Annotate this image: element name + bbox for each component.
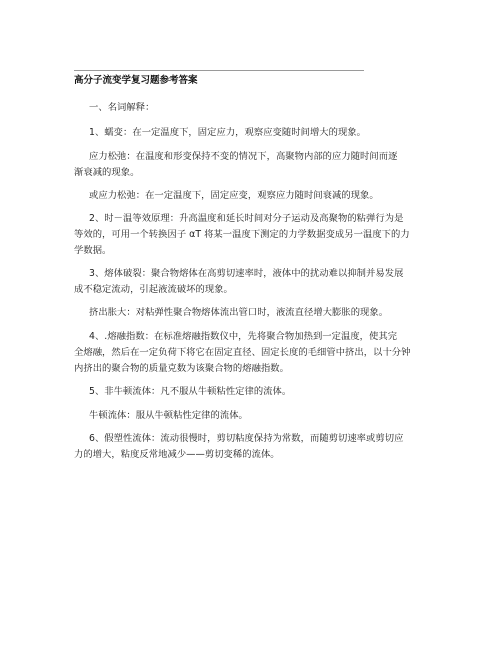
text-line: 6、假塑性流体：流动很慢时，剪切粘度保持为常数，而随剪切速率或剪切应 (89, 433, 404, 444)
paragraph-pseudoplastic (89, 431, 429, 447)
paragraph-stress-relaxation-cont (74, 165, 429, 181)
paragraph-pseudoplastic-cont (74, 447, 429, 463)
paragraph-melt-index (89, 329, 429, 345)
paragraph-newtonian (89, 408, 429, 424)
paragraph-die-swell (89, 305, 429, 321)
text-line: 牛顿流体：服从牛顿粘性定律的流体。 (89, 410, 248, 421)
paragraph-melt-fracture (89, 266, 429, 282)
text-line: 2、时－温等效原理：升高温度和延长时间对分子运动及高聚物的粘弹行为是 (89, 213, 404, 224)
text-line: 3、熔体破裂：聚合物熔体在高剪切速率时，液体中的扰动难以抑制并易发展 (89, 268, 404, 279)
text-line: 成不稳定流动，引起液流破坏的现象。 (74, 284, 233, 295)
text-line: 或应力松弛：在一定温度下，固定应变，观察应力随时间衰减的现象。 (89, 190, 379, 201)
paragraph-stress-relaxation-alt (89, 188, 429, 204)
text-line: 1、蠕变：在一定温度下，固定应力，观察应变随时间增大的现象。 (89, 127, 367, 138)
paragraph-time-temperature-cont (74, 227, 429, 259)
text-line: 全熔融，然后在一定负荷下将它在固定直径、固定长度的毛细管中挤出，以十分钟 (74, 347, 411, 358)
text-line: 学数据。 (74, 245, 112, 256)
text-line: 力的增大，粘度反常地减少——剪切变稀的流体。 (74, 449, 280, 460)
text-line: 4、.熔融指数：在标准熔融指数仪中，先将聚合物加热到一定温度，使其完 (89, 331, 398, 342)
paragraph-melt-fracture-cont (74, 282, 429, 298)
text-line: 5、非牛顿流体：凡不服从牛顿粘性定律的流体。 (89, 386, 292, 397)
text-line: 等效的，可用一个转换因子 αT 将某一温度下测定的力学数据变成另一温度下的力 (74, 229, 410, 240)
text-line: 渐衰减的现象。 (74, 167, 140, 178)
document-title: 高分子流变学复习题参考答案 (74, 75, 198, 86)
text-line: 应力松弛：在温度和形变保持不变的情况下，高聚物内部的应力随时间而逐 (89, 151, 398, 162)
paragraph-time-temperature (89, 211, 429, 227)
text-line: 挤出胀大：对粘弹性聚合物熔体流出管口时，液流直径增大膨胀的现象。 (89, 307, 389, 318)
paragraph-melt-index-cont (74, 345, 429, 377)
header-rule (74, 70, 364, 71)
section-heading: 一、名词解释： (89, 102, 155, 113)
paragraph-stress-relaxation (89, 149, 429, 165)
paragraph-creep (89, 125, 429, 141)
paragraph-non-newtonian (89, 384, 429, 400)
text-line: 内挤出的聚合物的质量克数为该聚合物的熔融指数。 (74, 363, 289, 374)
